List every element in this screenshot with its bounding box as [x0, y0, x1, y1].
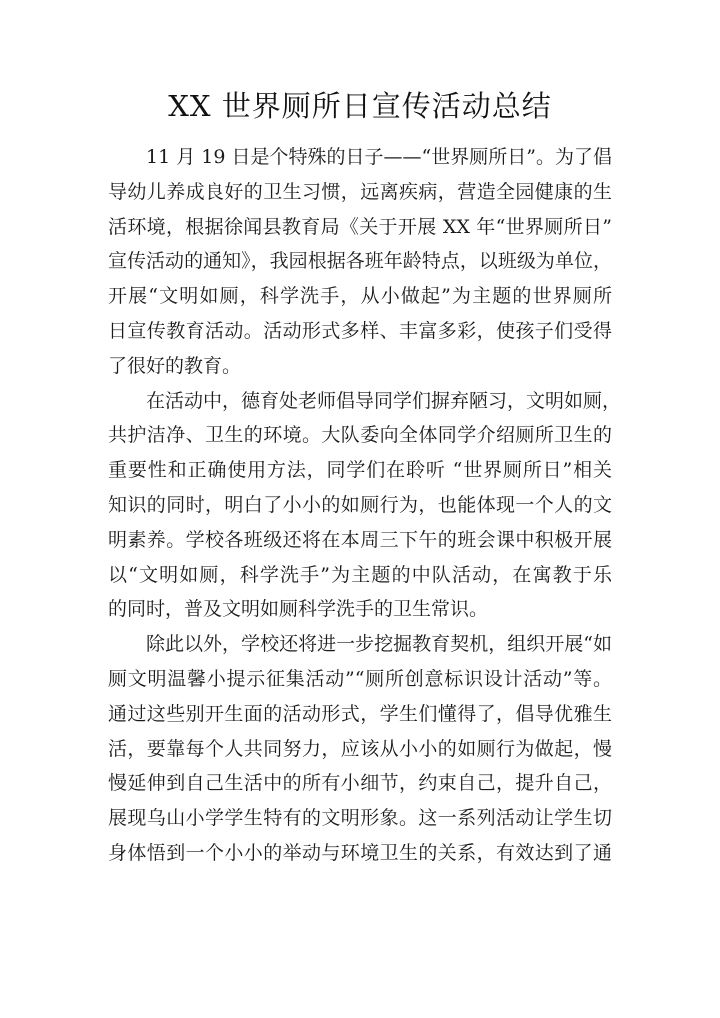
paragraph-3	[108, 627, 612, 871]
text-line: 慢延伸到自己生活中的所有小细节，约束自己，提升自己，	[108, 772, 612, 795]
text-line: 除此以外，学校还将进一步挖掘教育契机，组织开展“如	[146, 633, 612, 656]
text-line: 明素养。学校各班级还将在本周三下午的班会课中积极开展	[108, 528, 612, 551]
paragraph-1	[108, 140, 612, 384]
text-line: 厕文明温馨小提示征集活动”“厕所创意标识设计活动”等。	[108, 667, 612, 690]
paragraph-2	[108, 384, 622, 628]
text-line: 活环境，根据徐闻县教育局《关于开展 XX 年“世界厕所日”	[108, 215, 612, 238]
text-line: 开展“文明如厕，科学洗手，从小做起”为主题的世界厕所	[108, 285, 612, 308]
text-line: 展现乌山小学学生特有的文明形象。这一系列活动让学生切	[108, 807, 612, 830]
text-line: 重要性和正确使用方法，同学们在聆听 “世界厕所日”相关	[108, 459, 612, 482]
text-line: 通过这些别开生面的活动形式，学生们懂得了，倡导优雅生	[108, 702, 612, 725]
text-line: 身体悟到一个小小的举动与环境卫生的关系，有效达到了通	[108, 841, 612, 864]
text-line: 导幼儿养成良好的卫生习惯，远离疾病，营造全园健康的生	[108, 180, 612, 203]
document-body	[108, 140, 622, 871]
text-line: 宣传活动的通知》，我园根据各班年龄特点，以班级为单位，	[108, 250, 612, 273]
text-line: 活，要靠每个人共同努力，应该从小小的如厕行为做起，慢	[108, 737, 612, 760]
text-line: 知识的同时，明白了小小的如厕行为，也能体现一个人的文	[108, 493, 612, 516]
document-title: XX 世界厕所日宣传活动总结	[168, 89, 552, 123]
text-line: 在活动中，德育处老师倡导同学们摒弃陋习，文明如厕，	[146, 389, 622, 412]
text-line: 共护洁净、卫生的环境。大队委向全体同学介绍厕所卫生的	[108, 424, 612, 447]
text-line: 日宣传教育活动。活动形式多样、丰富多彩，使孩子们受得	[108, 319, 612, 342]
text-line: 的同时，普及文明如厕科学洗手的卫生常识。	[108, 598, 489, 621]
text-line: 11 月 19 日是个特殊的日子——“世界厕所日”。为了倡	[146, 146, 612, 168]
text-line: 以“文明如厕，科学洗手”为主题的中队活动，在寓教于乐	[108, 563, 612, 586]
text-line: 了很好的教育。	[108, 354, 242, 377]
